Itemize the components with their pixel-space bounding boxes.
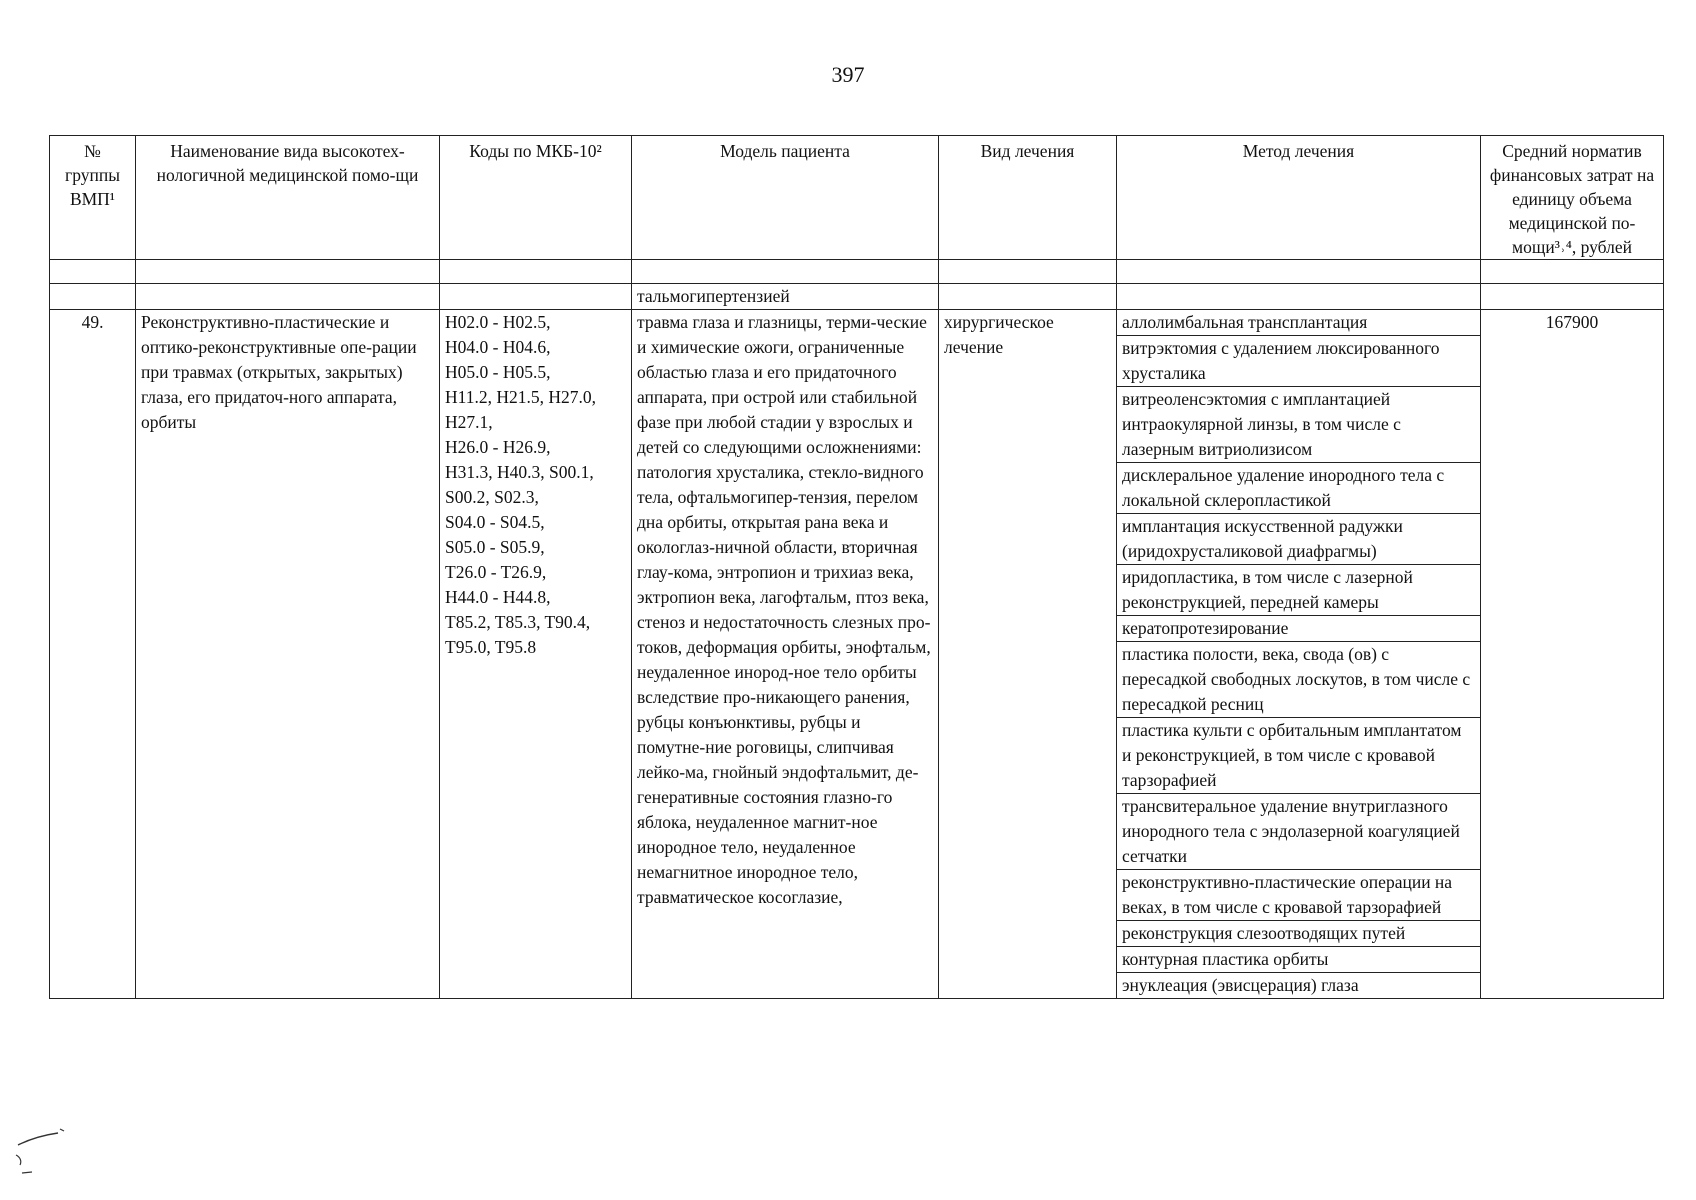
method-item: контурная пластика орбиты	[1117, 947, 1480, 973]
row-treatment-methods	[1117, 310, 1481, 999]
row-average-cost: 167900	[1481, 310, 1664, 999]
icd-code-line: H04.0 - H04.6,	[445, 337, 551, 357]
method-item: реконструкция слезоотводящих путей	[1117, 921, 1480, 947]
icd-code-line: H26.0 - H26.9,	[445, 437, 551, 457]
header-group-number: № группы ВМП¹	[50, 136, 136, 260]
row-treatment-type: хирургическое лечение	[939, 310, 1117, 999]
icd-code-line: H44.0 - H44.8,	[445, 587, 551, 607]
row-care-type-name: Реконструктивно-пластические и оптико-реконструктивные опе-рации при травмах (открытых, закрытых) глаза, его придаточ-ного аппарата, орбиты	[136, 310, 440, 999]
row-icd-codes	[440, 310, 632, 999]
page-number: 397	[831, 62, 865, 87]
icd-code-line: T95.0, T95.8	[445, 637, 537, 657]
header-care-type-name: Наименование вида высокотех-нологичной медицинской помо-щи	[136, 136, 440, 260]
icd-code-line: S04.0 - S04.5,	[445, 512, 545, 532]
method-item: витрэктомия с удалением люксированного хрусталика	[1117, 336, 1480, 387]
row-patient-model: травма глаза и глазницы, терми-ческие и химические ожоги, ограниченные областью глаза и его придаточного аппарата, при острой или стабильной фазе при любой стадии у взрослых и детей со следующими осложнениями: патология хрусталика, стекло-видного тела, офтальмогипер-тензия, перелом дна орбиты, открытая рана века и окологлаз-ничной области, вторичная глау-кома, энтропион и трихиаз века, эктропион века, лагофтальм, птоз века, стеноз и недостаточность слезных про-токов, деформация орбиты, энофтальм, неудаленное инород-ное тело орбиты вследствие про-никающего ранения, рубцы конъюнктивы, рубцы и помутне-ние роговицы, слипчивая лейко-ма, гнойный эндофтальмит, де-генеративные состояния глазно-го яблока, неудаленное магнит-ное инородное тело, неудаленное немагнитное инородное тело, травматическое косоглазие,	[632, 310, 939, 999]
method-item: кератопротезирование	[1117, 616, 1480, 642]
header-average-cost: Средний норматив финансовых затрат на единицу объема медицинской по-мощи³˒⁴, рублей	[1481, 136, 1664, 260]
header-patient-model: Модель пациента	[632, 136, 939, 260]
method-item: пластика культи с орбитальным имплантатом и реконструкцией, в том числе с кровавой тарзорафией	[1117, 718, 1480, 794]
method-item: трансвитеральное удаление внутриглазного инородного тела с эндолазерной коагуляцией сетчатки	[1117, 794, 1480, 870]
table-row	[50, 310, 1664, 999]
table-spacer-row	[50, 260, 1664, 284]
header-treatment-method: Метод лечения	[1117, 136, 1481, 260]
pen-mark-icon	[10, 1125, 70, 1180]
header-icd-codes: Коды по МКБ-10²	[440, 136, 632, 260]
icd-code-line: T85.2, T85.3, T90.4,	[445, 612, 591, 632]
icd-code-line: S00.2, S02.3,	[445, 487, 539, 507]
continuation-text: тальмогипертензией	[632, 284, 939, 310]
icd-code-line: H05.0 - H05.5,	[445, 362, 551, 382]
icd-code-line: H11.2, H21.5, H27.0,	[445, 387, 597, 407]
icd-code-line: T26.0 - T26.9,	[445, 562, 547, 582]
icd-code-line: H31.3, H40.3, S00.1,	[445, 462, 594, 482]
method-item: пластика полости, века, свода (ов) с пересадкой свободных лоскутов, в том числе с пересадкой ресниц	[1117, 642, 1480, 718]
method-item: витреоленсэктомия с имплантацией интраокулярной линзы, в том числе с лазерным витриолизисом	[1117, 387, 1480, 463]
method-item: аллолимбальная трансплантация	[1117, 310, 1480, 336]
icd-code-line: H02.0 - H02.5,	[445, 312, 551, 332]
table-header-row	[50, 136, 1664, 260]
icd-code-line: H27.1,	[445, 412, 493, 432]
method-item: энуклеация (эвисцерация) глаза	[1122, 975, 1359, 995]
row-number: 49.	[50, 310, 136, 999]
vmp-table	[49, 135, 1664, 999]
table-continuation-row	[50, 284, 1664, 310]
method-item: реконструктивно-пластические операции на веках, в том числе с кровавой тарзорафией	[1117, 870, 1480, 921]
header-treatment-type: Вид лечения	[939, 136, 1117, 260]
method-item: иридопластика, в том числе с лазерной реконструкцией, передней камеры	[1117, 565, 1480, 616]
icd-code-line: S05.0 - S05.9,	[445, 537, 545, 557]
method-item: имплантация искусственной радужки (иридохрусталиковой диафрагмы)	[1117, 514, 1480, 565]
method-item: дисклеральное удаление инородного тела с локальной склеропластикой	[1117, 463, 1480, 514]
